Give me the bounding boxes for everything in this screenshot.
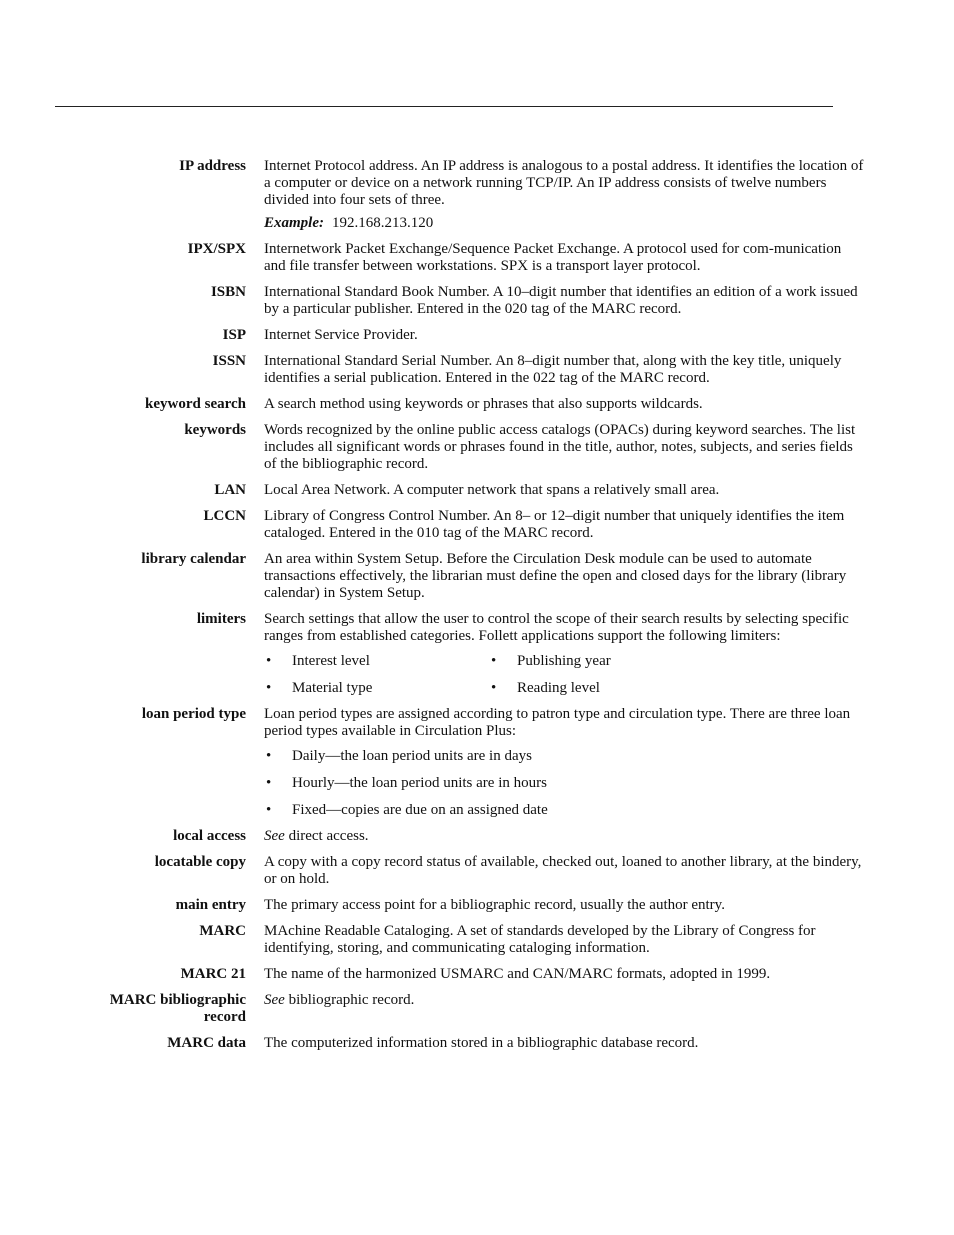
- glossary-entry-ipx-spx: [0, 241, 954, 275]
- see-reference-label: See: [264, 828, 285, 844]
- glossary-term: locatable copy: [154, 854, 246, 870]
- glossary-term: IP address: [179, 158, 246, 174]
- list-item-text: Publishing year: [517, 653, 611, 669]
- glossary-definition: Words recognized by the online public access catalogs (OPACs) during keyword searches. The list includes all significant words or phrases found in the title, author, notes, subjects, and series fields of the bibliographic record.: [264, 422, 856, 472]
- list-item-text: Daily—the loan period units are in days: [292, 748, 532, 764]
- glossary-term: local access: [173, 828, 246, 844]
- glossary-definition: A copy with a copy record status of available, checked out, loaned to another library, at the bindery, or on hold.: [264, 854, 862, 887]
- glossary-term-line: record: [203, 1009, 246, 1025]
- see-reference-target: bibliographic record.: [288, 992, 415, 1008]
- example-label: Example:: [264, 215, 324, 231]
- list-item-text: Hourly—the loan period units are in hours: [292, 775, 547, 791]
- glossary-definition: The name of the harmonized USMARC and CAN/MARC formats, adopted in 1999.: [264, 966, 771, 982]
- list-item: [264, 775, 866, 792]
- glossary-entry-limiters: [0, 611, 954, 697]
- bullet-icon: •: [266, 748, 272, 764]
- bullet-icon: •: [491, 680, 497, 696]
- glossary-list: [0, 158, 954, 1061]
- list-item-text: Reading level: [517, 680, 600, 696]
- list-item: [264, 802, 866, 819]
- see-reference-target: direct access.: [288, 828, 369, 844]
- bullet-icon: •: [266, 680, 272, 696]
- list-item-text: Material type: [292, 680, 373, 696]
- glossary-term: keywords: [184, 422, 246, 438]
- glossary-definition: MAchine Readable Cataloging. A set of standards developed by the Library of Congress for identifying, storing, and communicating cataloging information.: [264, 923, 816, 956]
- glossary-entry-locatable-copy: [0, 854, 954, 888]
- glossary-entry-keyword-search: [0, 396, 954, 413]
- definition-text: Internet Protocol address. An IP address is analogous to a postal address. It identifies the location of a computer or device on a network running TCP/IP. An IP address consists of twelve numbers divided into four sets of three.: [264, 158, 864, 208]
- glossary-entry-issn: [0, 353, 954, 387]
- loan-period-bullet-list: [264, 748, 866, 819]
- glossary-entry-marc-bibliographic-record: [0, 992, 954, 1026]
- glossary-definition: [264, 158, 866, 232]
- limiters-bullet-list: [264, 653, 866, 697]
- bullet-icon: •: [266, 653, 272, 669]
- glossary-entry-main-entry: [0, 897, 954, 914]
- list-item-text: Interest level: [292, 653, 370, 669]
- glossary-term: LAN: [214, 482, 246, 498]
- glossary-entry-loan-period-type: [0, 706, 954, 819]
- glossary-entry-isp: [0, 327, 954, 344]
- definition-text: Search settings that allow the user to control the scope of their search results by selecting specific ranges from established categories. Follett applications support the following limiters:: [264, 611, 849, 644]
- header-rule: [55, 106, 833, 107]
- glossary-entry-local-access: [0, 828, 954, 845]
- glossary-entry-ip-address: [0, 158, 954, 232]
- bullet-icon: •: [266, 775, 272, 791]
- glossary-definition: The computerized information stored in a bibliographic database record.: [264, 1035, 699, 1051]
- glossary-term: loan period type: [141, 706, 246, 722]
- glossary-entry-marc: [0, 923, 954, 957]
- glossary-term: library calendar: [141, 551, 246, 567]
- glossary-definition: Library of Congress Control Number. An 8– or 12–digit number that uniquely identifies the item cataloged. Entered in the 010 tag of the MARC record.: [264, 508, 845, 541]
- glossary-term: limiters: [196, 611, 246, 627]
- glossary-term-line: MARC bibliographic: [109, 992, 246, 1008]
- bullet-icon: •: [266, 802, 272, 818]
- glossary-term: [0, 992, 246, 1026]
- list-item-text: Fixed—copies are due on an assigned date: [292, 802, 548, 818]
- glossary-definition: The primary access point for a bibliographic record, usually the author entry.: [264, 897, 725, 913]
- glossary-entry-library-calendar: [0, 551, 954, 602]
- example-line: [264, 215, 866, 232]
- glossary-term: ISSN: [212, 353, 246, 369]
- glossary-term: MARC data: [167, 1035, 246, 1051]
- list-item: [489, 680, 714, 697]
- example-value: 192.168.213.120: [332, 215, 434, 231]
- glossary-definition: [264, 611, 866, 697]
- glossary-term: MARC 21: [180, 966, 246, 982]
- see-reference-label: See: [264, 992, 285, 1008]
- glossary-entry-lccn: [0, 508, 954, 542]
- glossary-definition: International Standard Book Number. A 10–digit number that identifies an edition of a work issued by a particular publisher. Entered in the 020 tag of the MARC record.: [264, 284, 858, 317]
- glossary-term: IPX/SPX: [187, 241, 246, 257]
- glossary-definition: A search method using keywords or phrases that also supports wildcards.: [264, 396, 703, 412]
- glossary-entry-marc-data: [0, 1035, 954, 1052]
- glossary-definition: Internet Service Provider.: [264, 327, 418, 343]
- list-item: [264, 653, 489, 670]
- glossary-entry-keywords: [0, 422, 954, 473]
- glossary-definition: An area within System Setup. Before the Circulation Desk module can be used to automate transactions effectively, the librarian must define the open and closed days for the library (library calendar) in System Setup.: [264, 551, 847, 601]
- glossary-term: ISBN: [210, 284, 246, 300]
- glossary-term: ISP: [222, 327, 246, 343]
- list-item: [264, 748, 866, 765]
- glossary-definition: Local Area Network. A computer network that spans a relatively small area.: [264, 482, 720, 498]
- glossary-definition: International Standard Serial Number. An 8–digit number that, along with the key title, uniquely identifies a serial publication. Entered in the 022 tag of the MARC record.: [264, 353, 842, 386]
- list-item: [264, 680, 489, 697]
- glossary-definition: [264, 992, 866, 1009]
- glossary-entry-isbn: [0, 284, 954, 318]
- glossary-definition: [264, 828, 866, 845]
- glossary-definition: Internetwork Packet Exchange/Sequence Packet Exchange. A protocol used for com-munication and file transfer between workstations. SPX is a transport layer protocol.: [264, 241, 842, 274]
- glossary-entry-lan: [0, 482, 954, 499]
- glossary-term: main entry: [175, 897, 246, 913]
- glossary-term: MARC: [199, 923, 246, 939]
- glossary-term: LCCN: [203, 508, 246, 524]
- glossary-definition: [264, 706, 866, 819]
- definition-text: Loan period types are assigned according to patron type and circulation type. There are three loan period types available in Circulation Plus:: [264, 706, 851, 739]
- list-item: [489, 653, 714, 670]
- bullet-icon: •: [491, 653, 497, 669]
- glossary-term: keyword search: [145, 396, 246, 412]
- glossary-entry-marc-21: [0, 966, 954, 983]
